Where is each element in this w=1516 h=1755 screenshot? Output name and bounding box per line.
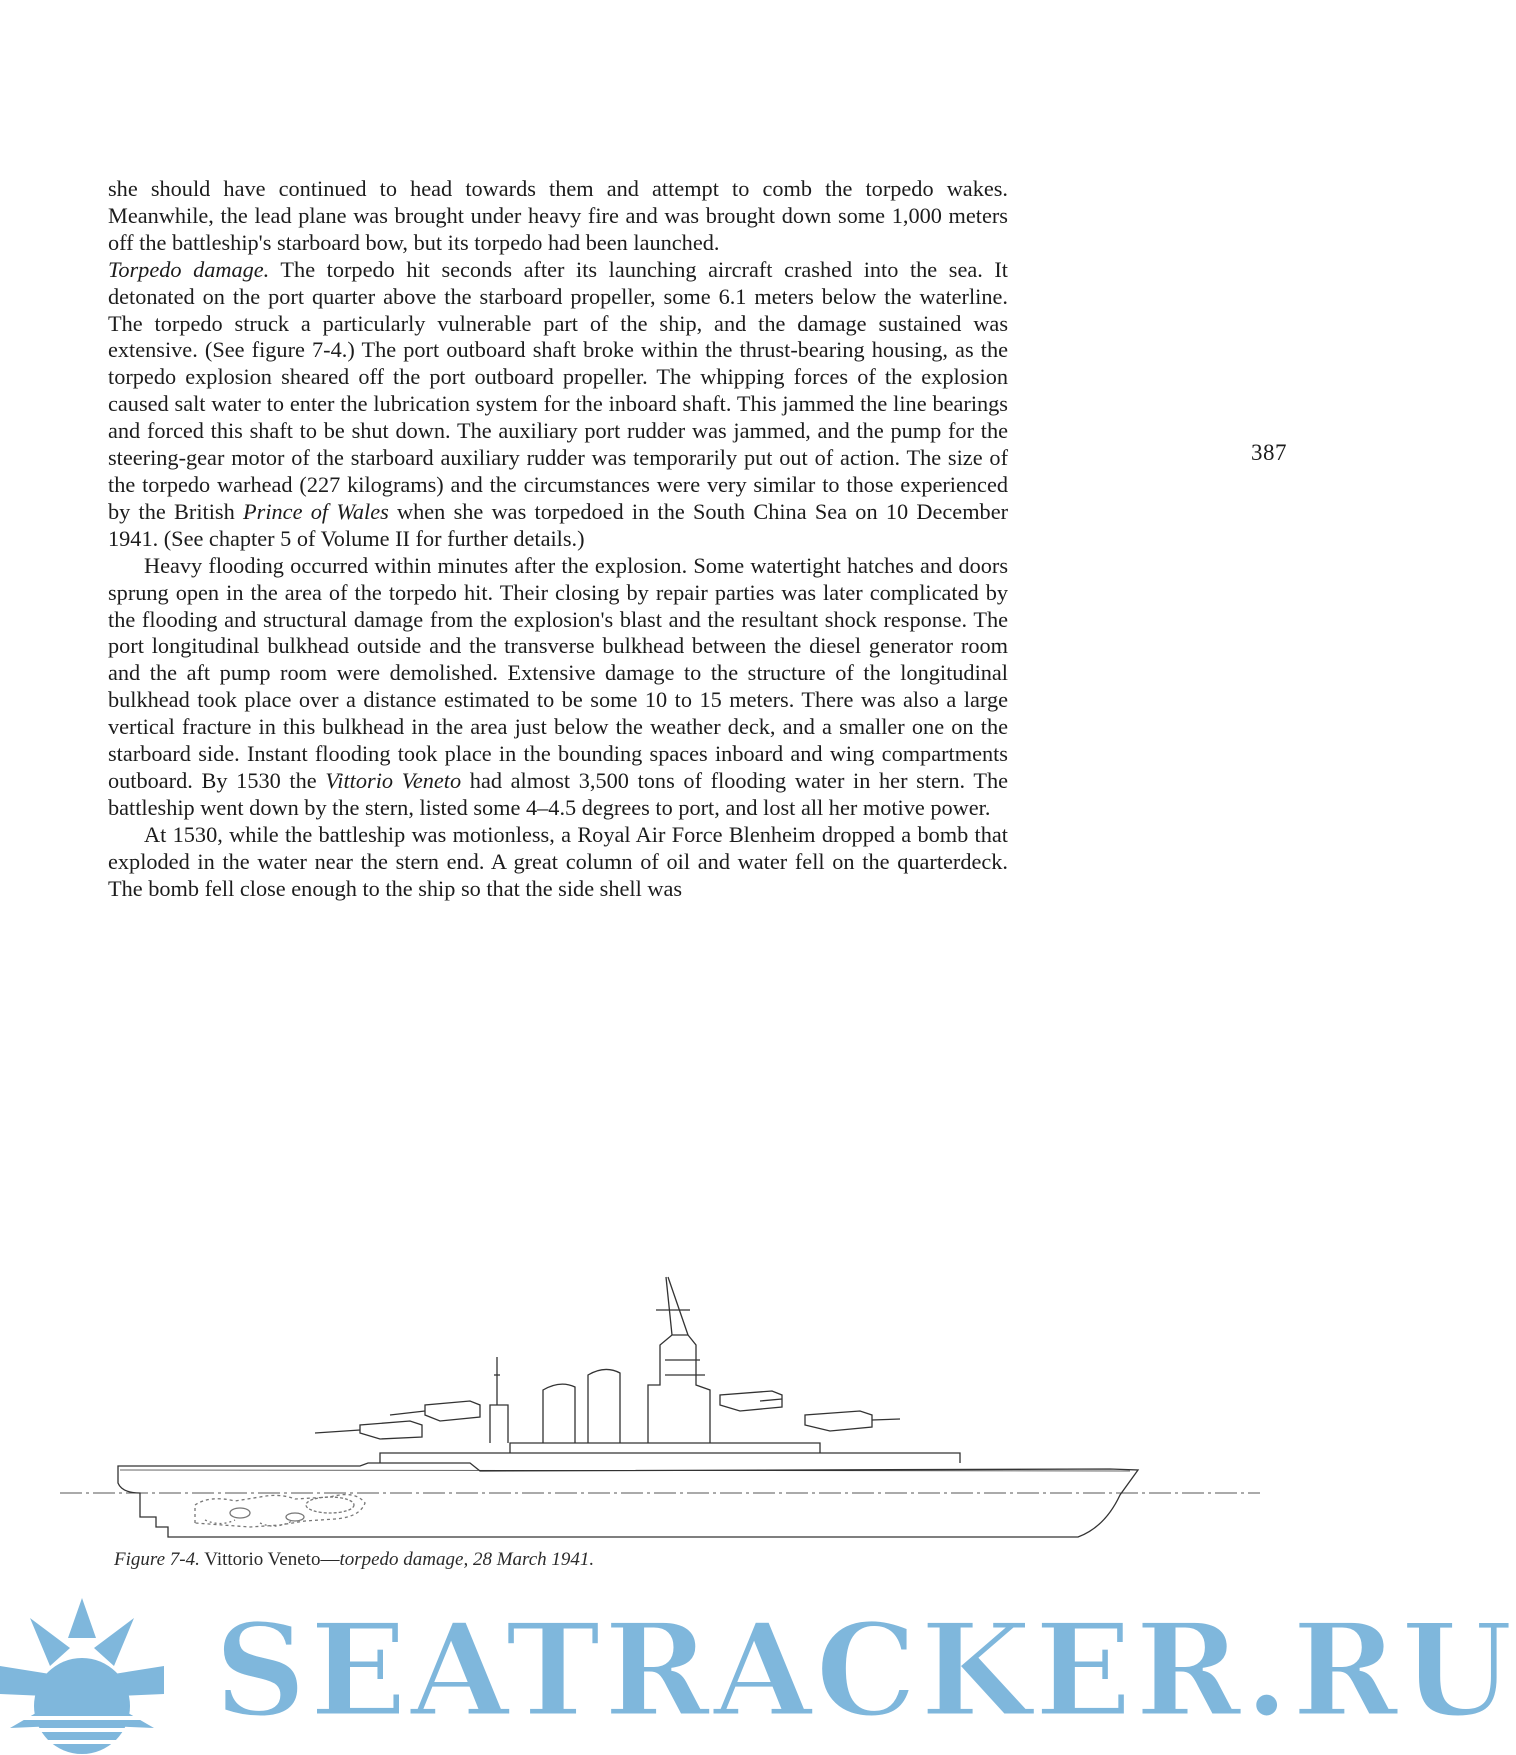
figure-ship: Vittorio Veneto— <box>199 1549 340 1570</box>
figure-description: torpedo damage, 28 March 1941. <box>339 1549 595 1570</box>
superstructure-base <box>380 1453 960 1463</box>
forward-turret-superfiring <box>720 1391 782 1411</box>
conning-tower <box>648 1335 710 1443</box>
paragraph-3: Heavy flooding occurred within minutes after the explosion. Some watertight hatches and doors sprung open in the area of the torpedo hit. Their closing by repair parties was later complicated by the flooding and structural damage from the explosion's blast and the resultant shock response. The port longitudinal bulkhead outside and the transverse bulkhead between the diesel generator room and the aft pump room were demolished. Extensive damage to the structure of the longitudinal bulkhead took place over a distance estimated to be some 10 to 15 meters. There was also a large vertical fracture in this bulkhead in the area just below the weather deck, and a smaller one on the starboard side. Instant flooding took place in the bounding spaces inboard and wing compartments outboard. By 1530 the Vittorio Veneto had almost 3,500 tons of flooding water in her stern. The battleship went down by the stern, listed some 4–4.5 degrees to port, and lost all her motive power. <box>108 552 1009 820</box>
page-number: 387 <box>1251 440 1287 465</box>
figure-caption <box>114 1549 594 1571</box>
paragraph-4: At 1530, while the battleship was motionless, a Royal Air Force Blenheim dropped a bomb that exploded in the water near the stern end. A great column of oil and water fell on the quarterdeck. The bomb fell close enough to the ship so that the side shell was <box>108 821 1008 901</box>
ship-name: Vittorio Veneto <box>325 767 462 793</box>
paragraph-2: Torpedo damage. The torpedo hit seconds after its launching aircraft crashed into the sea. It detonated on the port quarter above the starboard propeller, some 6.1 meters below the waterline. The torpedo struck a particularly vulnerable part of the ship, and the damage sustained was extensive. (See figure 7-4.) The port outboard shaft broke within the thrust-bearing housing, as the torpedo explosion sheared off the port outboard propeller. The whipping forces of the explosion caused salt water to enter the lubrication system for the inboard shaft. This jammed the line bearings and forced this shaft to be shut down. The auxiliary port rudder was jammed, and the pump for the steering-gear motor of the starboard auxiliary rudder was temporarily put out of action. The size of the torpedo warhead (227 kilograms) and the circumstances were very similar to those experienced by the British Prince of Wales when she was torpedoed in the South China Sea on 10 December 1941. (See chapter 5 of Volume II for further details.) <box>108 256 1009 551</box>
forward-turret <box>805 1411 872 1431</box>
aft-turret <box>360 1421 422 1439</box>
ship-name: Prince of Wales <box>243 498 389 524</box>
torpedo-damage-area <box>195 1495 365 1527</box>
run-in-heading: Torpedo damage. <box>108 256 270 282</box>
paragraph-1: she should have continued to head towards them and attempt to comb the torpedo wakes. Meanwhile, the lead plane was brought under heavy fire and was brought down some 1,000 meters off the battleship's starboard bow, but its torpedo had been launched. <box>108 176 1008 255</box>
aft-mast <box>490 1405 508 1443</box>
aft-funnel <box>543 1384 575 1443</box>
figure-label: Figure 7-4. <box>114 1549 200 1570</box>
watermark-text: SEATRACKER.RU <box>214 1596 1516 1746</box>
body-text <box>108 176 1008 902</box>
aft-turret-superfiring <box>425 1401 480 1421</box>
battleship-profile-drawing <box>60 1265 1260 1545</box>
